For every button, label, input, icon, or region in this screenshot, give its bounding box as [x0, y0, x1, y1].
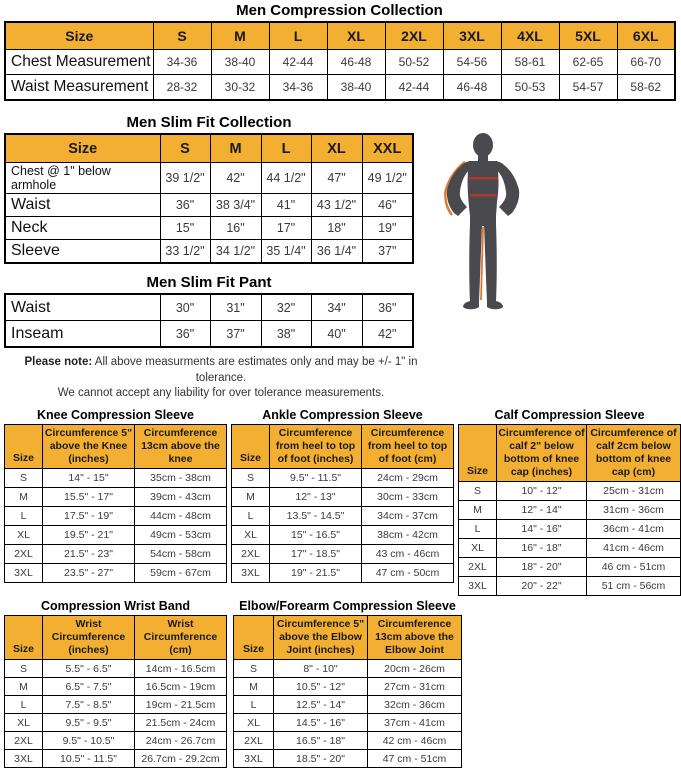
table: [231, 424, 454, 583]
column-header: Circumference of calf 2" below bottom of knee cap (inches): [497, 424, 587, 482]
value-cell: 41": [261, 194, 311, 217]
value-cell: 42": [362, 321, 413, 348]
wrist-band-table: [4, 615, 227, 768]
column-header: XL: [327, 22, 385, 50]
man-silhouette-figure: [437, 130, 529, 318]
value-cell: 47": [311, 163, 362, 194]
table-row: [5, 678, 227, 696]
size-cell: 2XL: [5, 544, 43, 563]
value-cell: 10.5" - 11.5": [43, 750, 135, 768]
ankle-sleeve-title: Ankle Compression Sleeve: [262, 407, 423, 422]
value-cell: 32cm - 36cm: [368, 696, 462, 714]
value-cell: 35cm - 38cm: [135, 468, 227, 487]
header-row: [234, 616, 462, 660]
value-cell: 38-40: [327, 75, 385, 101]
value-cell: 47 cm - 50cm: [362, 563, 454, 582]
size-cell: XL: [232, 525, 270, 544]
row-label: Waist: [5, 194, 160, 217]
value-cell: 34 1/2": [210, 240, 261, 264]
row-label: Inseam: [5, 321, 160, 348]
value-cell: 44cm - 48cm: [135, 506, 227, 525]
size-cell: M: [232, 487, 270, 506]
column-header: S: [153, 22, 211, 50]
table-row: [234, 732, 462, 750]
table-row: [459, 482, 681, 501]
value-cell: 17" - 18.5": [270, 544, 362, 563]
value-cell: 20cm - 26cm: [368, 660, 462, 678]
table-row: [5, 660, 227, 678]
tolerance-note-line1: All above measurments are estimates only and may be +/- 1" in tolerance.: [94, 356, 418, 384]
value-cell: 6.5" - 7.5": [43, 678, 135, 696]
value-cell: 9.5" - 10.5": [43, 732, 135, 750]
value-cell: 33 1/2": [160, 240, 210, 264]
table-row: [232, 468, 454, 487]
value-cell: 30-32: [211, 75, 269, 101]
size-cell: XL: [234, 714, 274, 732]
value-cell: 37": [210, 321, 261, 348]
value-cell: 38 3/4": [210, 194, 261, 217]
header-row: [5, 134, 413, 163]
value-cell: 12" - 13": [270, 487, 362, 506]
header-row: [5, 22, 675, 50]
size-cell: L: [459, 520, 497, 539]
table-row: [234, 750, 462, 768]
column-header: S: [160, 134, 210, 163]
value-cell: 16.5cm - 19cm: [135, 678, 227, 696]
band-tables-row: [4, 599, 679, 768]
men-slim-fit-pant-title: Men Slim Fit Pant: [146, 274, 272, 291]
table-row: [234, 660, 462, 678]
column-header: Circumference 13cm above the knee: [135, 424, 227, 468]
value-cell: 36": [160, 194, 210, 217]
table: [458, 424, 681, 597]
value-cell: 37": [362, 240, 413, 264]
table-row: [5, 506, 227, 525]
column-header: Circumference of calf 2cm below bottom of knee cap (cm): [587, 424, 681, 482]
value-cell: 21.5cm - 24cm: [135, 714, 227, 732]
men-slim-fit-pant-section: [4, 274, 414, 348]
table-row: [234, 714, 462, 732]
figure-right-leg: [484, 224, 497, 302]
table: [4, 21, 676, 101]
value-cell: 31cm - 36cm: [587, 501, 681, 520]
value-cell: 24cm - 26.7cm: [135, 732, 227, 750]
column-header: 3XL: [443, 22, 501, 50]
size-cell: XL: [5, 714, 43, 732]
row-label: Chest Measurement: [5, 50, 153, 75]
value-cell: 30": [160, 294, 210, 321]
value-cell: 12" - 14": [497, 501, 587, 520]
column-header: 5XL: [559, 22, 617, 50]
elbow-sleeve-title: Elbow/Forearm Compression Sleeve: [239, 599, 456, 614]
row-label: Neck: [5, 217, 160, 240]
size-cell: M: [5, 487, 43, 506]
figure-neck: [478, 154, 488, 162]
table-row: [5, 544, 227, 563]
men-slim-fit-section: [4, 114, 414, 264]
column-header: M: [210, 134, 261, 163]
figure-head: [473, 133, 493, 157]
value-cell: 36": [160, 321, 210, 348]
size-cell: 2XL: [459, 558, 497, 577]
column-header: Size: [459, 424, 497, 482]
value-cell: 14cm - 16.5cm: [135, 660, 227, 678]
table-row: [5, 75, 675, 101]
man-silhouette-svg: [437, 130, 529, 318]
value-cell: 40": [311, 321, 362, 348]
elbow-sleeve-table: [233, 615, 462, 768]
column-header: Size: [5, 134, 160, 163]
value-cell: 34cm - 37cm: [362, 506, 454, 525]
row-label: Waist Measurement: [5, 75, 153, 101]
value-cell: 17.5" - 19": [43, 506, 135, 525]
column-header: XL: [311, 134, 362, 163]
knee-sleeve-title: Knee Compression Sleeve: [36, 407, 194, 422]
value-cell: 26.7cm - 29.2cm: [135, 750, 227, 768]
knee-sleeve-section: [4, 408, 227, 583]
table-row: [5, 714, 227, 732]
value-cell: 46 cm - 51cm: [587, 558, 681, 577]
value-cell: 54cm - 58cm: [135, 544, 227, 563]
size-cell: S: [5, 660, 43, 678]
men-compression-table: [4, 21, 675, 101]
column-header: Circumference 13cm above the Elbow Joint: [368, 616, 462, 660]
value-cell: 50-52: [385, 50, 443, 75]
value-cell: 42-44: [269, 50, 327, 75]
table-row: [459, 558, 681, 577]
value-cell: 34": [311, 294, 362, 321]
value-cell: 34-36: [269, 75, 327, 101]
value-cell: 7.5" - 8.5": [43, 696, 135, 714]
size-cell: L: [232, 506, 270, 525]
value-cell: 15": [160, 217, 210, 240]
value-cell: 17": [261, 217, 311, 240]
value-cell: 15" - 16.5": [270, 525, 362, 544]
table: [4, 615, 227, 768]
tolerance-note: [0, 355, 442, 402]
size-cell: S: [234, 660, 274, 678]
table-row: [232, 544, 454, 563]
table-row: [5, 163, 413, 194]
column-header: Circumference from heel to top of foot (cm): [362, 424, 454, 468]
value-cell: 46": [362, 194, 413, 217]
value-cell: 59cm - 67cm: [135, 563, 227, 582]
value-cell: 19cm - 21.5cm: [135, 696, 227, 714]
column-header: 4XL: [501, 22, 559, 50]
value-cell: 66-70: [617, 50, 675, 75]
men-slim-fit-table: [4, 133, 414, 264]
column-header: Size: [5, 22, 153, 50]
value-cell: 16": [210, 217, 261, 240]
knee-sleeve-table: [4, 424, 227, 583]
value-cell: 15.5" - 17": [43, 487, 135, 506]
value-cell: 10" - 12": [497, 482, 587, 501]
value-cell: 12.5" - 14": [274, 696, 368, 714]
column-header: L: [269, 22, 327, 50]
column-header: Size: [5, 616, 43, 660]
ankle-sleeve-section: [231, 408, 454, 583]
value-cell: 43 1/2": [311, 194, 362, 217]
table-row: [5, 487, 227, 506]
value-cell: 49cm - 53cm: [135, 525, 227, 544]
size-cell: L: [5, 696, 43, 714]
table-row: [459, 520, 681, 539]
value-cell: 44 1/2": [261, 163, 311, 194]
value-cell: 39 1/2": [160, 163, 210, 194]
value-cell: 54-57: [559, 75, 617, 101]
value-cell: 41cm - 46cm: [587, 539, 681, 558]
table: [4, 133, 414, 264]
value-cell: 35 1/4": [261, 240, 311, 264]
size-cell: XL: [459, 539, 497, 558]
men-compression-section: [4, 2, 675, 101]
value-cell: 5.5" - 6.5": [43, 660, 135, 678]
table-row: [5, 696, 227, 714]
value-cell: 14" - 15": [43, 468, 135, 487]
value-cell: 36cm - 41cm: [587, 520, 681, 539]
column-header: Size: [5, 424, 43, 468]
table: [233, 615, 462, 768]
value-cell: 50-53: [501, 75, 559, 101]
value-cell: 14" - 16": [497, 520, 587, 539]
column-header: XXL: [362, 134, 413, 163]
row-label: Sleeve: [5, 240, 160, 264]
size-cell: M: [459, 501, 497, 520]
value-cell: 38": [261, 321, 311, 348]
value-cell: 38-40: [211, 50, 269, 75]
table-row: [234, 678, 462, 696]
value-cell: 58-61: [501, 50, 559, 75]
value-cell: 9.5" - 11.5": [270, 468, 362, 487]
value-cell: 31": [210, 294, 261, 321]
value-cell: 43 cm - 46cm: [362, 544, 454, 563]
table-row: [459, 539, 681, 558]
size-cell: M: [234, 678, 274, 696]
table-row: [5, 240, 413, 264]
table-row: [5, 50, 675, 75]
men-compression-title: Men Compression Collection: [236, 2, 443, 19]
column-header: Circumference 5" above the Knee (inches): [43, 424, 135, 468]
table-row: [232, 487, 454, 506]
figure-left-foot: [463, 301, 479, 309]
column-header: M: [211, 22, 269, 50]
value-cell: 18": [311, 217, 362, 240]
size-cell: 3XL: [5, 563, 43, 582]
header-row: [5, 616, 227, 660]
elbow-sleeve-section: [233, 599, 462, 768]
table-row: [232, 563, 454, 582]
size-cell: 3XL: [459, 577, 497, 596]
tolerance-note-line2: We cannot accept any liability for over tolerance measurements.: [57, 387, 385, 400]
size-cell: L: [234, 696, 274, 714]
table-row: [459, 501, 681, 520]
size-cell: XL: [5, 525, 43, 544]
size-cell: 2XL: [232, 544, 270, 563]
value-cell: 30cm - 33cm: [362, 487, 454, 506]
table-row: [5, 750, 227, 768]
figure-right-arm: [496, 161, 519, 216]
figure-left-arm: [447, 161, 470, 216]
table-row: [5, 194, 413, 217]
size-cell: 2XL: [5, 732, 43, 750]
men-slim-fit-pant-table: [4, 293, 414, 348]
column-header: 6XL: [617, 22, 675, 50]
value-cell: 42 cm - 46cm: [368, 732, 462, 750]
value-cell: 16" - 18": [497, 539, 587, 558]
header-row: [459, 424, 681, 482]
value-cell: 54-56: [443, 50, 501, 75]
table-row: [232, 525, 454, 544]
size-cell: 3XL: [234, 750, 274, 768]
value-cell: 19.5" - 21": [43, 525, 135, 544]
waist-measure-line: [470, 194, 497, 196]
value-cell: 19": [362, 217, 413, 240]
figure-left-leg: [469, 224, 482, 302]
size-cell: 3XL: [5, 750, 43, 768]
table-row: [232, 506, 454, 525]
column-header: Size: [234, 616, 274, 660]
value-cell: 19" - 21.5": [270, 563, 362, 582]
value-cell: 39cm - 43cm: [135, 487, 227, 506]
table-row: [5, 217, 413, 240]
value-cell: 47 cm - 51cm: [368, 750, 462, 768]
table: [4, 293, 414, 348]
value-cell: 34-36: [153, 50, 211, 75]
value-cell: 20" - 22": [497, 577, 587, 596]
sleeve-tables-row: [4, 408, 679, 597]
size-cell: 2XL: [234, 732, 274, 750]
column-header: Circumference 5" above the Elbow Joint (inches): [274, 616, 368, 660]
men-slim-fit-title: Men Slim Fit Collection: [126, 114, 292, 131]
wrist-band-title: Compression Wrist Band: [40, 599, 191, 614]
size-chart-page: [0, 2, 679, 765]
value-cell: 28-32: [153, 75, 211, 101]
value-cell: 51 cm - 56cm: [587, 577, 681, 596]
value-cell: 62-65: [559, 50, 617, 75]
value-cell: 10.5" - 12": [274, 678, 368, 696]
value-cell: 38cm - 42cm: [362, 525, 454, 544]
value-cell: 46-48: [327, 50, 385, 75]
table-row: [234, 696, 462, 714]
header-row: [232, 424, 454, 468]
row-label: Waist: [5, 294, 160, 321]
table-row: [5, 294, 413, 321]
value-cell: 24cm - 29cm: [362, 468, 454, 487]
column-header: L: [261, 134, 311, 163]
value-cell: 42": [210, 163, 261, 194]
value-cell: 25cm - 31cm: [587, 482, 681, 501]
value-cell: 18.5" - 20": [274, 750, 368, 768]
size-cell: 3XL: [232, 563, 270, 582]
size-cell: S: [5, 468, 43, 487]
value-cell: 16.5" - 18": [274, 732, 368, 750]
value-cell: 21.5" - 23": [43, 544, 135, 563]
tolerance-note-label: Please note:: [24, 356, 93, 368]
chest-measure-line: [469, 177, 498, 179]
figure-right-foot: [487, 301, 503, 309]
size-cell: L: [5, 506, 43, 525]
table: [4, 424, 227, 583]
ankle-sleeve-table: [231, 424, 454, 583]
column-header: Wrist Circumference (inches): [43, 616, 135, 660]
value-cell: 42-44: [385, 75, 443, 101]
calf-sleeve-title: Calf Compression Sleeve: [494, 407, 645, 422]
value-cell: 36 1/4": [311, 240, 362, 264]
value-cell: 58-62: [617, 75, 675, 101]
value-cell: 46-48: [443, 75, 501, 101]
size-cell: S: [232, 468, 270, 487]
value-cell: 32": [261, 294, 311, 321]
value-cell: 23.5" - 27": [43, 563, 135, 582]
column-header: Wrist Circumference (cm): [135, 616, 227, 660]
table-row: [5, 563, 227, 582]
value-cell: 49 1/2": [362, 163, 413, 194]
value-cell: 27cm - 31cm: [368, 678, 462, 696]
value-cell: 14.5" - 16": [274, 714, 368, 732]
column-header: Circumference from heel to top of foot (inches): [270, 424, 362, 468]
row-label: Chest @ 1" below armhole: [5, 163, 160, 194]
column-header: 2XL: [385, 22, 443, 50]
table-row: [5, 525, 227, 544]
value-cell: 37cm - 41cm: [368, 714, 462, 732]
header-row: [5, 424, 227, 468]
size-cell: M: [5, 678, 43, 696]
table-row: [5, 321, 413, 348]
value-cell: 18" - 20": [497, 558, 587, 577]
value-cell: 8" - 10": [274, 660, 368, 678]
value-cell: 9.5" - 9.5": [43, 714, 135, 732]
value-cell: 36": [362, 294, 413, 321]
column-header: Size: [232, 424, 270, 468]
table-row: [459, 577, 681, 596]
size-cell: S: [459, 482, 497, 501]
figure-torso: [468, 161, 499, 216]
table-row: [5, 468, 227, 487]
table-row: [5, 732, 227, 750]
value-cell: 13.5" - 14.5": [270, 506, 362, 525]
wrist-band-section: [4, 599, 227, 768]
calf-sleeve-section: [458, 408, 681, 597]
calf-sleeve-table: [458, 424, 681, 597]
